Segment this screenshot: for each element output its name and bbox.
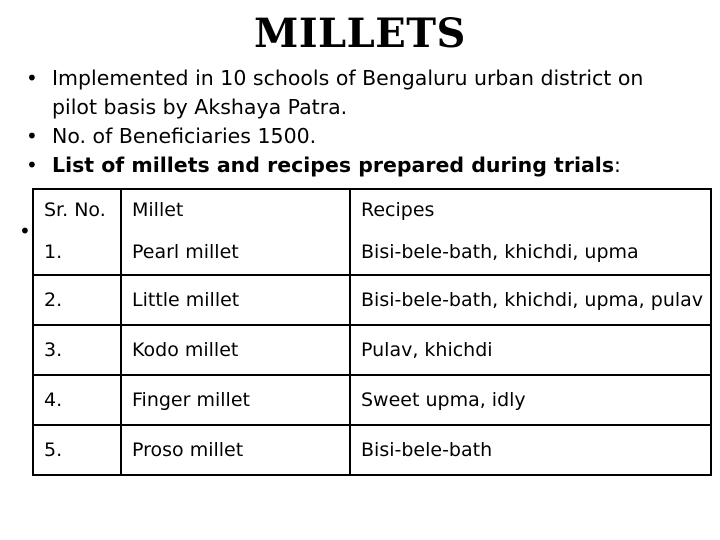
cell-sr-no: 5. [33,425,121,475]
table-row [33,325,711,375]
table-bullet-marker: • [19,219,31,243]
bullet-text: Implemented in 10 schools of Bengaluru urban district on pilot basis by Akshaya Patra. [52,66,644,119]
table-row [33,275,711,325]
cell-millet: Pearl millet [121,230,350,275]
bullet-marker: • [26,124,38,148]
cell-sr-no: 3. [33,325,121,375]
bullet-text: List of millets and recipes prepared during trials [52,153,615,177]
table-row [33,230,711,275]
table-header-row [33,189,711,230]
cell-millet: Finger millet [121,375,350,425]
cell-recipes: Bisi-bele-bath [350,425,711,475]
header-sr-no: Sr. No. [33,189,121,230]
cell-sr-no: 4. [33,375,121,425]
table-row [33,425,711,475]
table-row [33,375,711,425]
header-recipes: Recipes [350,189,711,230]
cell-millet: Proso millet [121,425,350,475]
page-title: MILLETS [254,10,466,57]
cell-recipes: Sweet upma, idly [350,375,711,425]
bullet-item-implementation [0,64,720,122]
bullet-marker: • [26,66,38,90]
bullet-suffix: : [614,153,621,177]
bullet-list [0,64,720,180]
bullet-item-beneficiaries [0,122,720,151]
cell-millet: Little millet [121,275,350,325]
millets-table [32,188,712,476]
bullet-marker: • [26,153,38,177]
cell-sr-no: 2. [33,275,121,325]
cell-recipes: Pulav, khichdi [350,325,711,375]
bullet-text: No. of Beneficiaries 1500. [52,124,317,148]
cell-recipes: Bisi-bele-bath, khichdi, upma, pulav [350,275,711,325]
cell-recipes: Bisi-bele-bath, khichdi, upma [350,230,711,275]
header-millet: Millet [121,189,350,230]
bullet-item-list-heading [0,151,720,180]
cell-sr-no: 1. [33,230,121,275]
cell-millet: Kodo millet [121,325,350,375]
